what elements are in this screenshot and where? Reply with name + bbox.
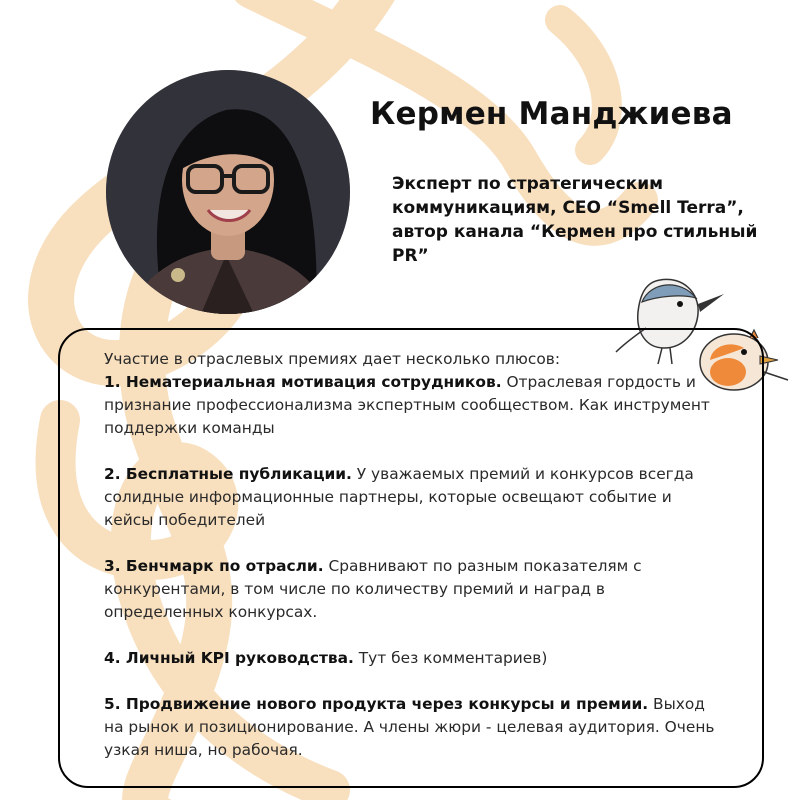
intro-text: Участие в отраслевых премиях дает несколько плюсов: bbox=[104, 350, 561, 368]
point-4 bbox=[104, 647, 724, 670]
point-title: 5. Продвижение нового продукта через конкурсы и премии. bbox=[104, 695, 649, 713]
content-text bbox=[104, 348, 724, 785]
point-title: 4. Личный KPI руководства. bbox=[104, 649, 354, 667]
point-2 bbox=[104, 463, 724, 532]
point-title: 2. Бесплатные публикации. bbox=[104, 465, 352, 483]
point-title: 3. Бенчмарк по отрасли. bbox=[104, 557, 324, 575]
point-1 bbox=[104, 371, 724, 440]
portrait-photo bbox=[106, 70, 350, 314]
point-text: Сравнивают по разным показателям с конкурентами, в том числе по количеству премий и наград в определенных конкурсах. bbox=[104, 557, 642, 621]
point-text: Тут без комментариев) bbox=[353, 649, 548, 667]
point-3 bbox=[104, 555, 724, 624]
point-text: У уважаемых премий и конкурсов всегда солидные информационные партнеры, которые освещают событие и кейсы победителей bbox=[104, 465, 694, 529]
point-title: 1. Нематериальная мотивация сотрудников. bbox=[104, 373, 502, 391]
person-role: Эксперт по стратегическим коммуникациям, CEO “Smell Terra”, автор канала “Кермен про стильный PR” bbox=[392, 174, 758, 266]
point-5 bbox=[104, 693, 724, 762]
point-text: Выход на рынок и позиционирование. А члены жюри - целевая аудитория. Очень узкая ниша, но рабочая. bbox=[104, 695, 715, 759]
point-text: Отраслевая гордость и признание профессионализма экспертным сообществом. Как инструмент поддержки команды bbox=[104, 373, 710, 437]
person-name: Кермен Манджиева bbox=[370, 96, 733, 132]
